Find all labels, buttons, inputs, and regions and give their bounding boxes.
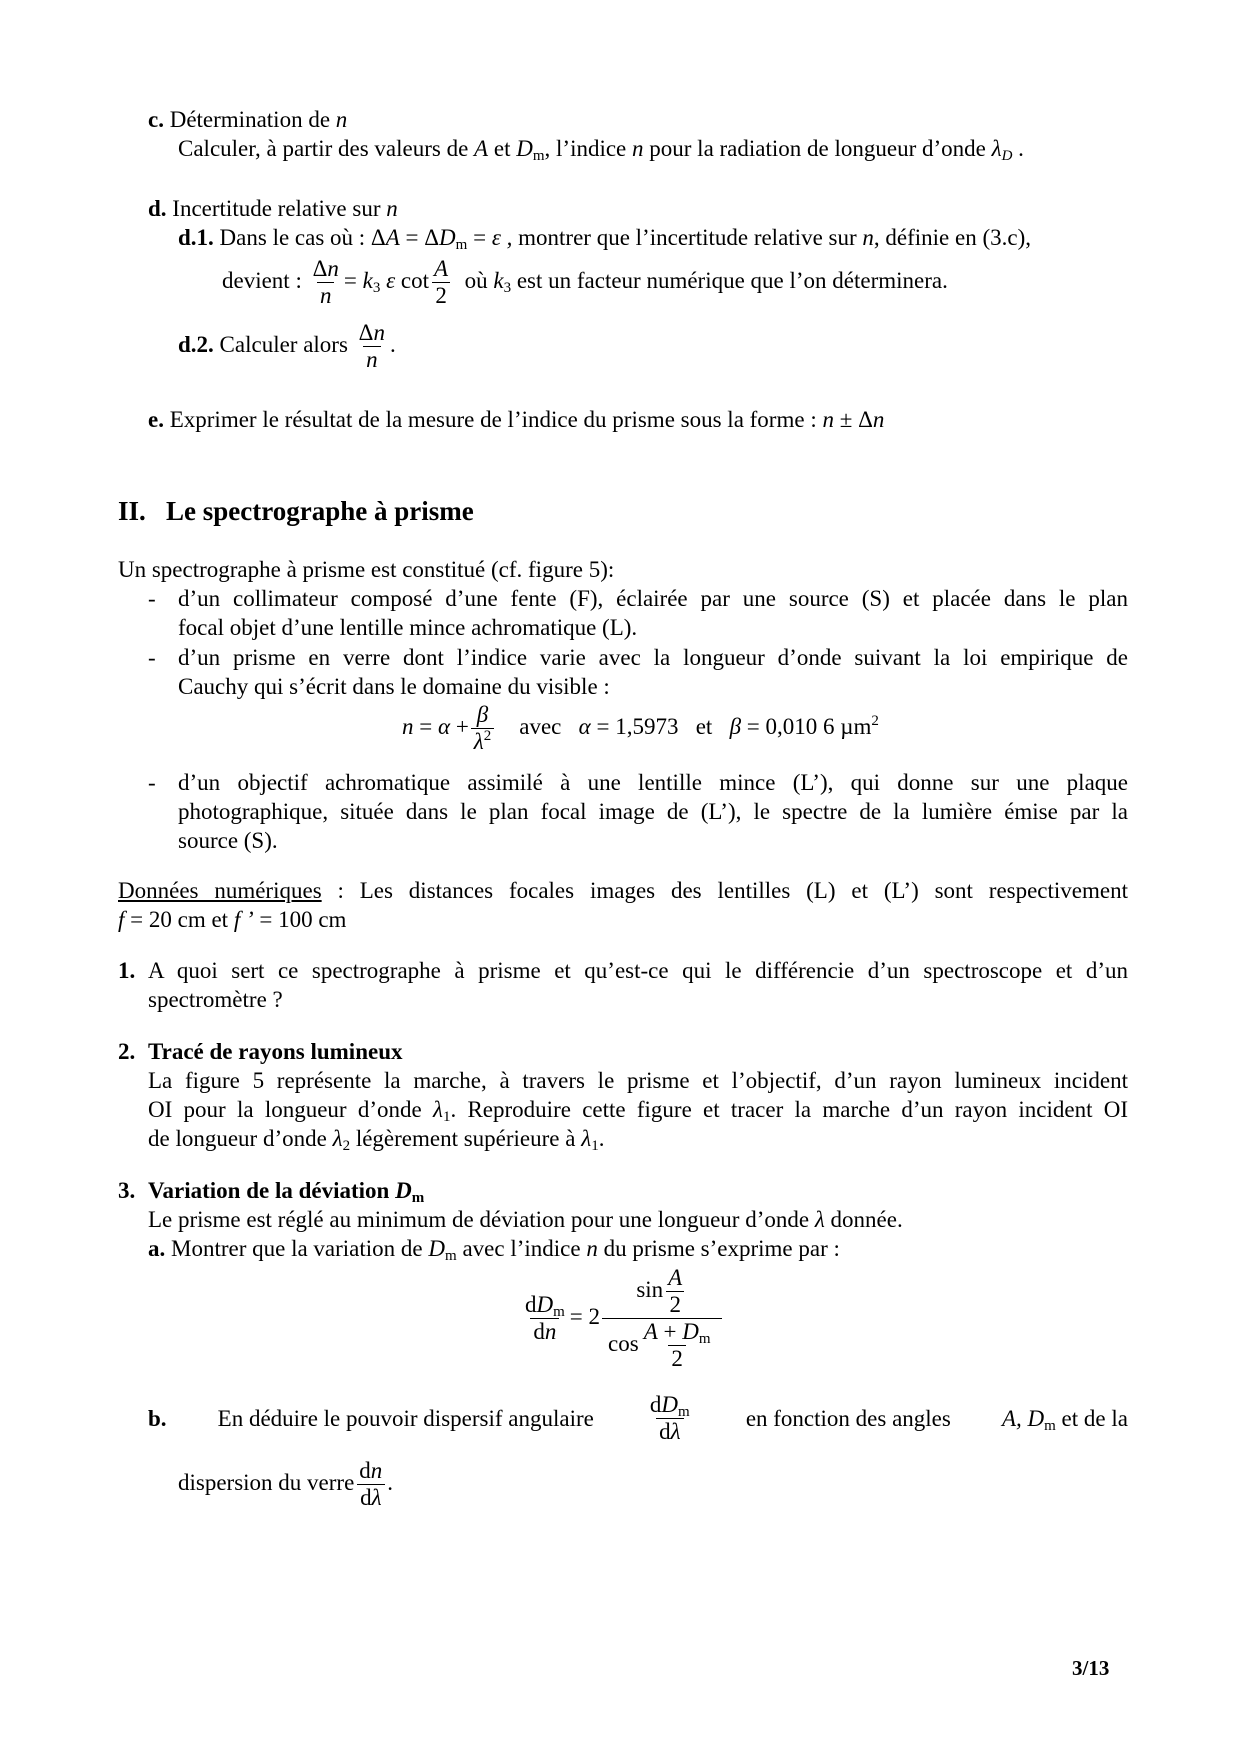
q3-intro: Le prisme est réglé au minimum de déviation pour une longueur d’onde λ donnée. (148, 1207, 903, 1232)
q2-line-1: La figure 5 représente la marche, à travers le prisme et l’objectif, d’un rayon lumineux incident (148, 1068, 1128, 1093)
part-d2-text: d.2. Calculer alors $\frac{\Delta n}{n}$ . (178, 320, 396, 372)
q1-line-2: spectromètre ? (148, 987, 283, 1012)
part-e-text: e. Exprimer le résultat de la mesure de l’indice du prisme sous la forme : n ± Δn (148, 407, 885, 432)
bullet-dash-3: - (148, 770, 156, 795)
q3-label: 3. (118, 1178, 136, 1203)
bullet-1-line-2: focal objet d’une lentille mince achromatique (L). (178, 615, 638, 640)
bullet-2-line-1: d’un prisme en verre dont l’indice varie avec la longueur d’onde suivant la loi empirique de (178, 645, 1128, 670)
section-2-heading: II. Le spectrographe à prisme (118, 496, 474, 526)
bullet-dash-2: - (148, 645, 156, 670)
bullet-1-line-1: d’un collimateur composé d’une fente (F), éclairée par une source (S) et placée dans le plan (178, 586, 1128, 611)
part-c-heading: c. Détermination de n (148, 107, 348, 132)
part-c-text: Calculer, à partir des valeurs de A et $D_m$, l’indice n pour la radiation de longueur d’onde $\lambda_D$ . (178, 136, 1024, 164)
part-d-heading: d. Incertitude relative sur n (148, 196, 398, 221)
sin-over-cos-fraction: sin $\frac{A}{2}$ cos $\frac{A + D_m}{2}$ (602, 1265, 722, 1372)
q1-label: 1. (118, 958, 136, 983)
beta-over-lambda2-fraction: $\frac{\beta}{\lambda^2}$ (471, 702, 494, 755)
a-plus-dm-over-2: $\frac{A + D_m}{2}$ (643, 1319, 711, 1371)
bullet-3-line-3: source (S). (178, 828, 278, 853)
d2-fraction: $\frac{\Delta n}{n}$ (358, 320, 385, 372)
q3-title: Variation de la déviation $D_m$ (148, 1178, 425, 1206)
bullet-3-line-1: d’un objectif achromatique assimilé à une lentille mince (L’), qui donne sur une plaque (178, 770, 1128, 795)
part-d1-formula: devient : $\frac{\Delta n}{n}$ = $k_3$ ε cot $\frac{A}{2}$ où $k_3$ est un facteur numérique que l’on déterminera. (222, 256, 948, 308)
a-over-2-fraction: $\frac{A}{2}$ (434, 256, 449, 308)
donnees-line-1: Données numériques : Les distances focales images des lentilles (L) et (L’) sont respectivement (118, 878, 1128, 903)
q3a-formula: $\frac{dD_m}{dn}$ = 2 sin $\frac{A}{2}$ cos $\frac{A + D_m}{2}$ (520, 1265, 724, 1372)
dn-dlambda-fraction: $\frac{dn}{d\lambda}$ (356, 1458, 385, 1511)
page-number: 3/13 (1072, 1656, 1110, 1680)
bullet-3-line-2: photographique, située dans le plan focal image de (L’), le spectre de la lumière émise par la (178, 799, 1128, 824)
ddm-dlambda-fraction: $\frac{dD_m}{d\lambda}$ (649, 1392, 690, 1444)
bullet-2-line-2: Cauchy qui s’écrit dans le domaine du visible : (178, 674, 610, 699)
bullet-dash-1: - (148, 586, 156, 611)
q3b-line-2: dispersion du verre $\frac{dn}{d\lambda}$ . (178, 1458, 394, 1510)
q2-line-2: OI pour la longueur d’onde $\lambda_1$. Reproduire cette figure et tracer la marche d’un rayon incident OI (148, 1097, 1128, 1125)
a-over-2-inner: $\frac{A}{2}$ (668, 1265, 683, 1317)
delta-n-over-n-fraction: $\frac{\Delta n}{n}$ (312, 256, 339, 308)
q2-line-3: de longueur d’onde $\lambda_2$ légèrement supérieure à $\lambda_1$. (148, 1126, 605, 1154)
part-d1-text: d.1. Dans le cas où : $\Delta A = \Delta D_m = \varepsilon$ , montrer que l’incertitude relative sur n, définie en (3.c), (178, 225, 1031, 253)
ddm-dn-fraction: $\frac{dD_m}{dn}$ (525, 1292, 565, 1344)
q1-line-1: A quoi sert ce spectrographe à prisme et qu’est-ce qui le différencie d’un spectroscope et d’un (148, 958, 1128, 983)
q2-title: Tracé de rayons lumineux (148, 1039, 403, 1064)
q2-label: 2. (118, 1039, 136, 1064)
q3a-text: a. Montrer que la variation de $D_m$ avec l’indice n du prisme s’exprime par : (148, 1236, 840, 1264)
q3b-line-1: b. En déduire le pouvoir dispersif angulaire $\frac{dD_m}{d\lambda}$ en fonction des angles A, $D_m$ et de la (148, 1392, 1128, 1444)
cauchy-formula: n = α + $\frac{\beta}{\lambda^2}$ avec α = 1,5973 et β = 0,010 6 µm$^2$ (402, 702, 879, 754)
donnees-line-2: f = 20 cm et f ’ = 100 cm (118, 907, 347, 932)
section-2-intro: Un spectrographe à prisme est constitué (cf. figure 5): (118, 557, 615, 582)
